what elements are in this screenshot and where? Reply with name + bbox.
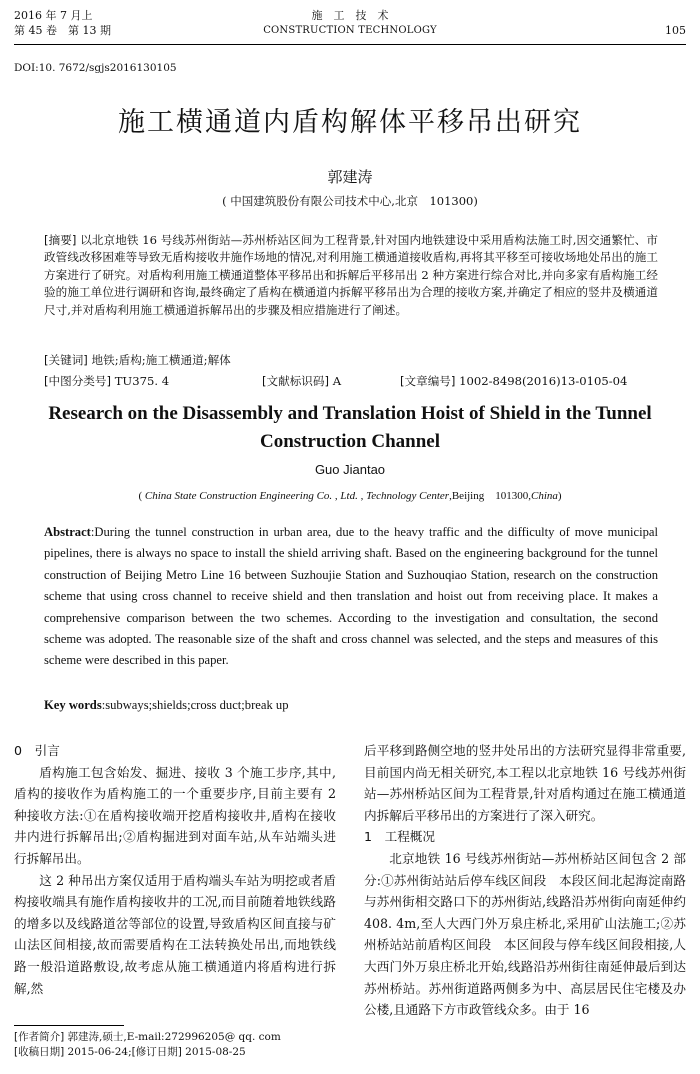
body-paragraph: 后平移到路侧空地的竖井处吊出的方法研究显得非常重要,目前国内尚无相关研究,本工程以北京地铁 16 号线苏州街站—苏州桥站区间为工程背景,针对盾构通过在施工横通道内拆解后平移吊出的方案进行了深入研究。 [364,743,686,823]
abstract-en [44,522,658,672]
abstract-cn [44,232,658,319]
issue-date: 2016 年 7 月上 [14,9,93,22]
section-heading-intro: 0 引言 [14,743,60,758]
footnote-rule [14,1025,124,1026]
title-en: Research on the Disassembly and Translation Hoist of Shield in the Tunnel Construction Channel [48,403,652,452]
page-number: 105 [665,24,686,37]
journal-name-cn: 施 工 技 术 [311,9,389,22]
keywords-en-label: Key words [44,698,102,712]
author-bio: [作者简介] 郭建涛,硕士,E-mail:272996205@ qq. com [14,1031,281,1043]
running-header [14,8,686,45]
affiliation-en: ( China State Construction Engineering Co. , Ltd. , Technology Center,Beijing 101300,China) [138,490,562,502]
section-heading-overview: 1 工程概况 [364,829,435,845]
body-paragraph: 盾构施工包含始发、掘进、接收 3 个施工步序,其中,盾构的接收作为盾构施工的一个重要步序,目前主要有 2 种接收方法:①在盾构接收端开挖盾构接收井,盾构在接收井内进行拆解吊出;②盾构掘进到对面车站,从车站端头进行拆解吊出。 [14,764,336,866]
journal-name-en: CONSTRUCTION TECHNOLOGY [263,25,437,36]
abstract-en-text: :During the tunnel construction in urban area, due to the heavy traffic and the difficulty of move municipal pipelines, there is always no space to install the shield arriving shaft. Based on the engineering background for the tunnel construction of Beijing Metro Line 16 between Suzhoujie Station and Suzhouqiao Station, research on the construction scheme that using cross channel to receive shield and then translation and hoist out from receiving place. It makes a comprehensive comparison between the two schemes. According to the investigation and consultation, the second scheme was adopted. The reasonable size of the shaft and cross channel was selected, and the steps and measures of this scheme were described in this paper. [44,525,658,668]
affiliation-cn: ( 中国建筑股份有限公司技术中心,北京 101300) [222,194,478,208]
body-column-right [364,740,686,1021]
abstract-en-label: Abstract [44,525,91,539]
received-dates: [收稿日期] 2015-06-24;[修订日期] 2015-08-25 [14,1046,246,1058]
abstract-cn-label: [摘要] [44,233,77,247]
keywords-cn [44,352,658,368]
author-en: Guo Jiantao [314,462,386,477]
document-code: [文献标识码] A [262,374,342,388]
footnote [14,1030,344,1060]
keywords-en-text: :subways;shields;cross duct;break up [101,698,289,712]
body-paragraph: 北京地铁 16 号线苏州街站—苏州桥站区间包含 2 部分:①苏州街站站后停车线区间段 本段区间北起海淀南路与苏州街相交路口下的苏州街站,线路沿苏州街向南延伸约 408. 4m,至人大西门外万泉庄桥北,采用矿山法施工;②苏州桥站站前盾构区间段 本区间段与停车线区间段相接,人大西门外万泉庄桥北开始,线路沿苏州街往南延伸最后到达苏州桥站。苏州街道路两侧多为中、高层居民住宅楼及办公楼,且通路下方市政管线众多。由于 16 [364,850,686,1018]
clc-number: [中图分类号] TU375. 4 [44,374,170,388]
keywords-cn-text: 地铁;盾构;施工横通道;解体 [91,353,231,367]
abstract-cn-text: 以北京地铁 16 号线苏州街站—苏州桥站区间为工程背景,针对国内地铁建设中采用盾构法施工时,因交通繁忙、市政管线改移困难等导致无盾构接收井施作场地的情况,对利用施工横通道接收盾构,再将其平移至可接收场地处吊出的施工方案进行了研究。对盾构利用施工横通道整体平移吊出和拆解后平移吊出 2 种方案进行综合对比,并向多家有盾构施工经验的施工单位进行调研和咨询,最终确定了盾构在横通道内拆解平移吊出为合理的接收方案,并确定了相应的竖井及横通道尺寸,并对盾构利用施工横通道拆解吊出的步骤及相应措施进行了阐述。 [44,233,659,317]
doi: DOI:10. 7672/sgjs2016130105 [14,62,177,74]
keywords-cn-label: [关键词] [44,353,88,367]
author-cn: 郭建涛 [327,168,373,186]
issue-volume: 第 45 卷 第 13 期 [14,24,111,37]
article-number: [文章编号] 1002-8498(2016)13-0105-04 [400,374,628,388]
keywords-en [44,698,658,713]
body-column-left [14,740,336,999]
body-paragraph: 这 2 种吊出方案仅适用于盾构端头车站为明挖或者盾构接收端具有施作盾构接收井的工况,而目前随着地铁线路的增多以及线路道岔等部位的设置,导致盾构区间直接与矿山法区间相接,故而需要盾构在工法转换处吊出,而地铁线路一般沿道路敷设,故考虑从施工横通道内将盾构进行拆解,然 [14,872,336,996]
title-cn: 施工横通道内盾构解体平移吊出研究 [118,107,582,138]
journal-name [14,8,686,38]
